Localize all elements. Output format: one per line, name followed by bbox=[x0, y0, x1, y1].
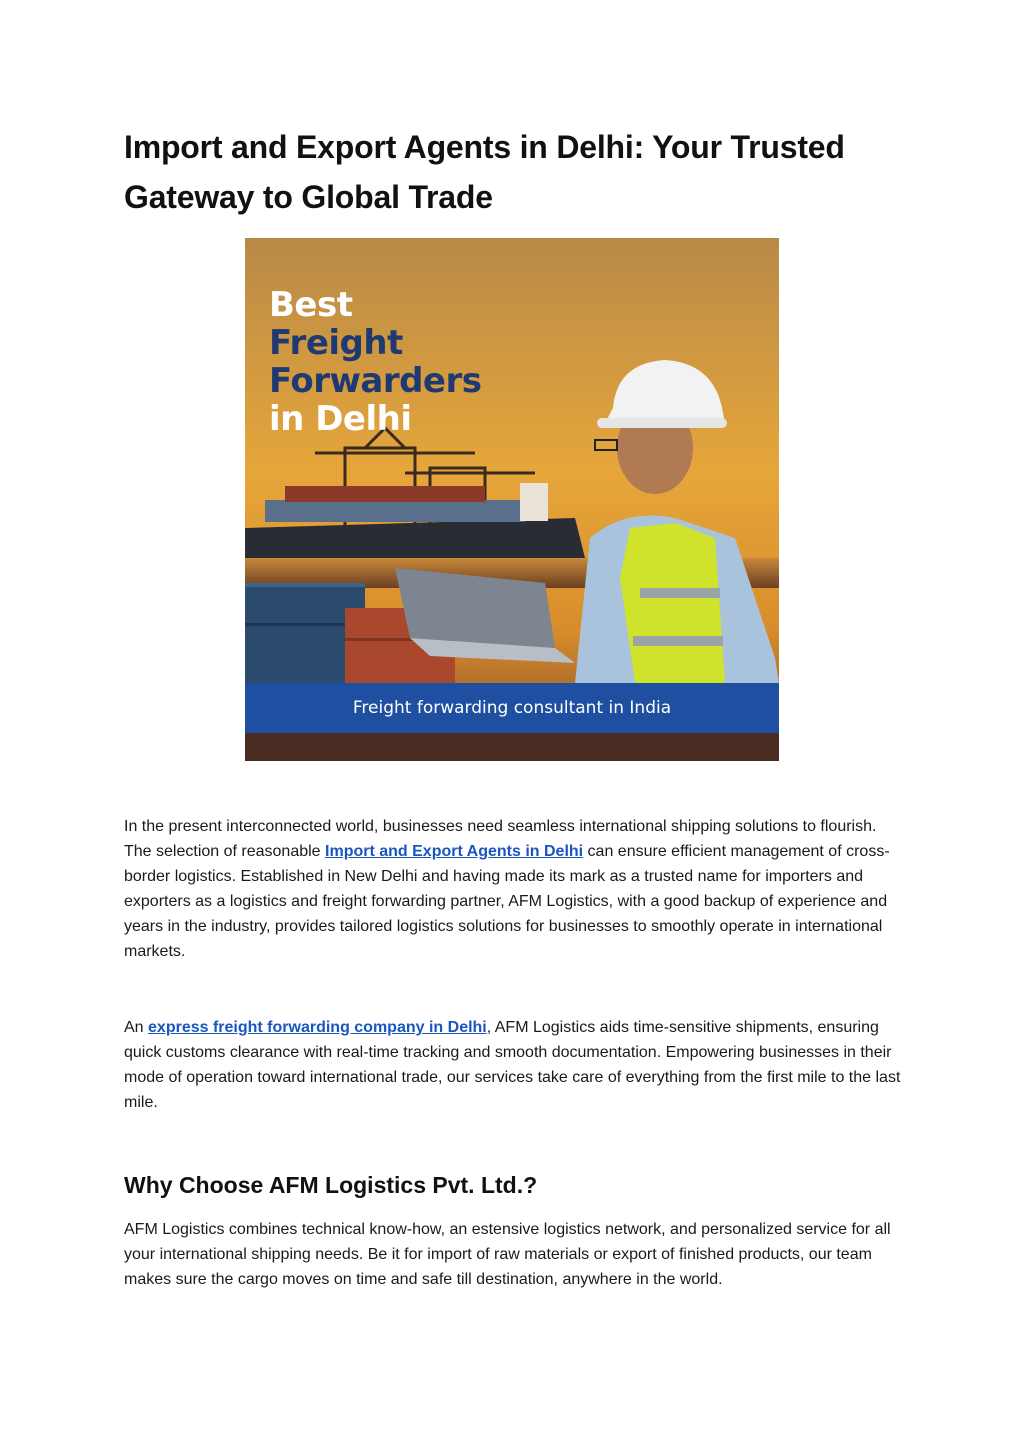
express-paragraph bbox=[124, 1015, 904, 1115]
import-export-agents-link[interactable]: Import and Export Agents in Delhi bbox=[325, 843, 584, 860]
express-text-start: An bbox=[124, 1019, 149, 1036]
express-text-end: , AFM Logistics aids time-sensitive shipments, ensuring quick customs clearance with real-time tracking and smooth documentation. Empowering businesses in their mode of operation toward international trade, our services take care of everything from the first mile to the last mile. bbox=[124, 1019, 901, 1111]
hero-headline-line4: in Delhi bbox=[269, 399, 412, 439]
intro-paragraph bbox=[124, 814, 904, 964]
intro-text-start: In the present interconnected world, businesses need seamless international shipping solutions to flourish. The selection of reasonable bbox=[124, 818, 877, 860]
section-body: AFM Logistics combines technical know-how, an estensive logistics network, and personalized service for all your international shipping needs. Be it for import of raw materials or export of finished products, our team makes sure the cargo moves on time and safe till destination, anywhere in the world. bbox=[124, 1221, 891, 1288]
hero-headline-line3: Forwarders bbox=[269, 361, 482, 401]
hero-image bbox=[245, 238, 779, 761]
section-heading: Why Choose AFM Logistics Pvt. Ltd.? bbox=[124, 1172, 538, 1198]
hero-headline-line1: Best bbox=[269, 285, 353, 325]
page-title: Import and Export Agents in Delhi: Your Trusted Gateway to Global Trade bbox=[124, 129, 845, 215]
hero-caption-band: Freight forwarding consultant in India bbox=[245, 683, 779, 733]
express-freight-link[interactable]: express freight forwarding company in Delhi bbox=[148, 1019, 487, 1036]
hero-headline bbox=[269, 286, 482, 438]
intro-text-end: can ensure efficient management of cross-border logistics. Established in New Delhi and having made its mark as a trusted name for importers and exporters as a logistics and freight forwarding partner, AFM Logistics, with a good backup of experience and years in the industry, provides tailored logistics solutions for businesses to smoothly operate in international markets. bbox=[124, 843, 890, 960]
hero-headline-line2: Freight bbox=[269, 323, 403, 363]
